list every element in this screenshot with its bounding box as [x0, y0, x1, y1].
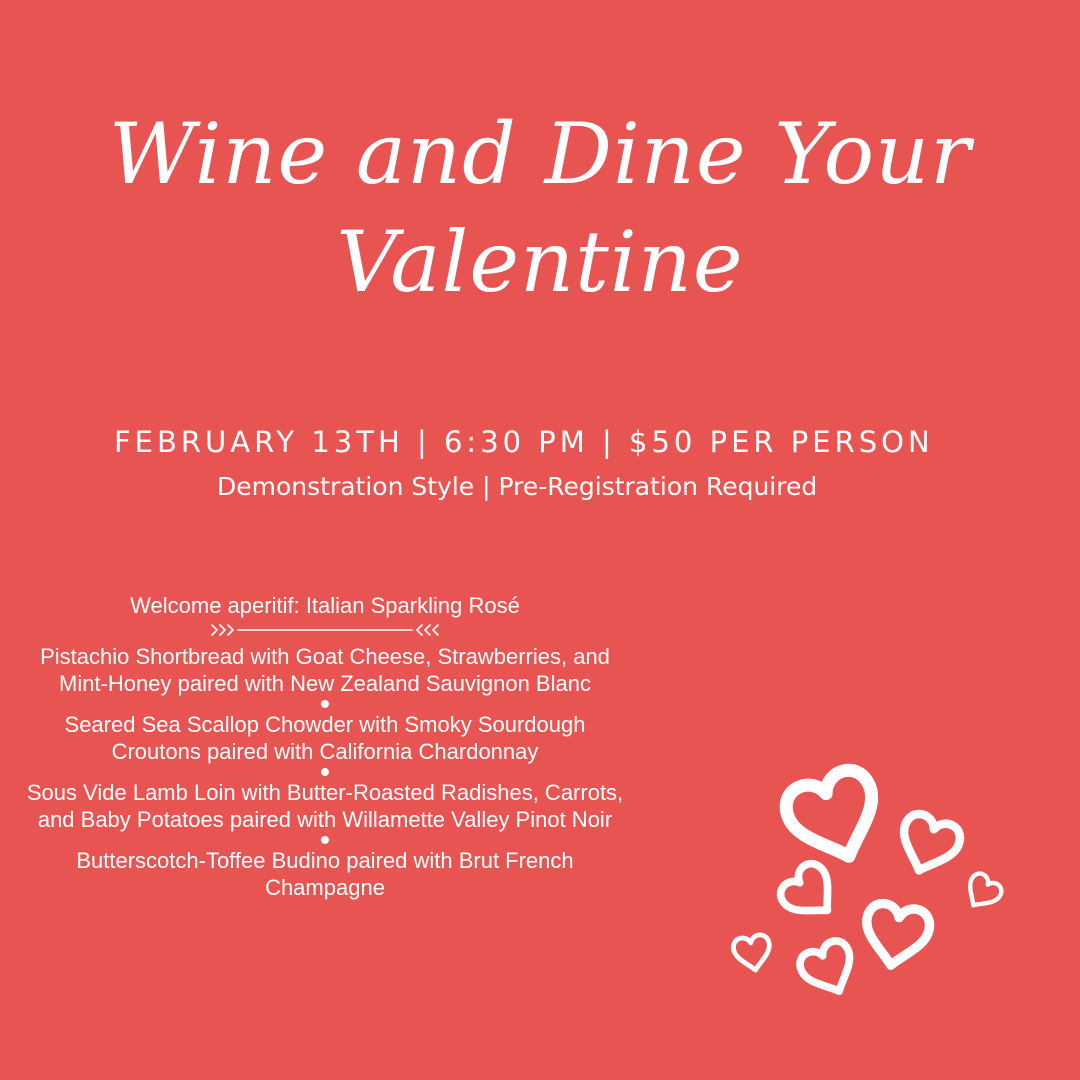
arrow-divider-icon [210, 623, 440, 637]
menu-list [20, 592, 630, 901]
title-line-2: Valentine [336, 213, 744, 311]
event-subtitle: Demonstration Style | Pre-Registration Required [217, 472, 818, 501]
menu-course-1: Pistachio Shortbread with Goat Cheese, Strawberries, and Mint-Honey paired with New Zealand Sauvignon Blanc [40, 644, 610, 696]
menu-course-3: Sous Vide Lamb Loin with Butter-Roasted Radishes, Carrots, and Baby Potatoes paired with Willamette Valley Pinot Noir [26, 780, 624, 832]
title-line-1: Wine and Dine Your [108, 105, 972, 203]
menu-course-4: Butterscotch-Toffee Budino paired with Brut French Champagne [76, 848, 574, 900]
event-details: FEBRUARY 13TH | 6:30 PM | $50 PER PERSON [114, 425, 934, 459]
bullet-divider [321, 768, 329, 776]
welcome-aperitif: Welcome aperitif: Italian Sparkling Rosé [130, 593, 520, 618]
bullet-divider [321, 836, 329, 844]
menu-course-2: Seared Sea Scallop Chowder with Smoky Sourdough Croutons paired with California Chardonnay [64, 712, 586, 764]
hearts-cluster-icon [712, 740, 1022, 1020]
event-title [0, 100, 1080, 316]
bullet-divider [321, 700, 329, 708]
